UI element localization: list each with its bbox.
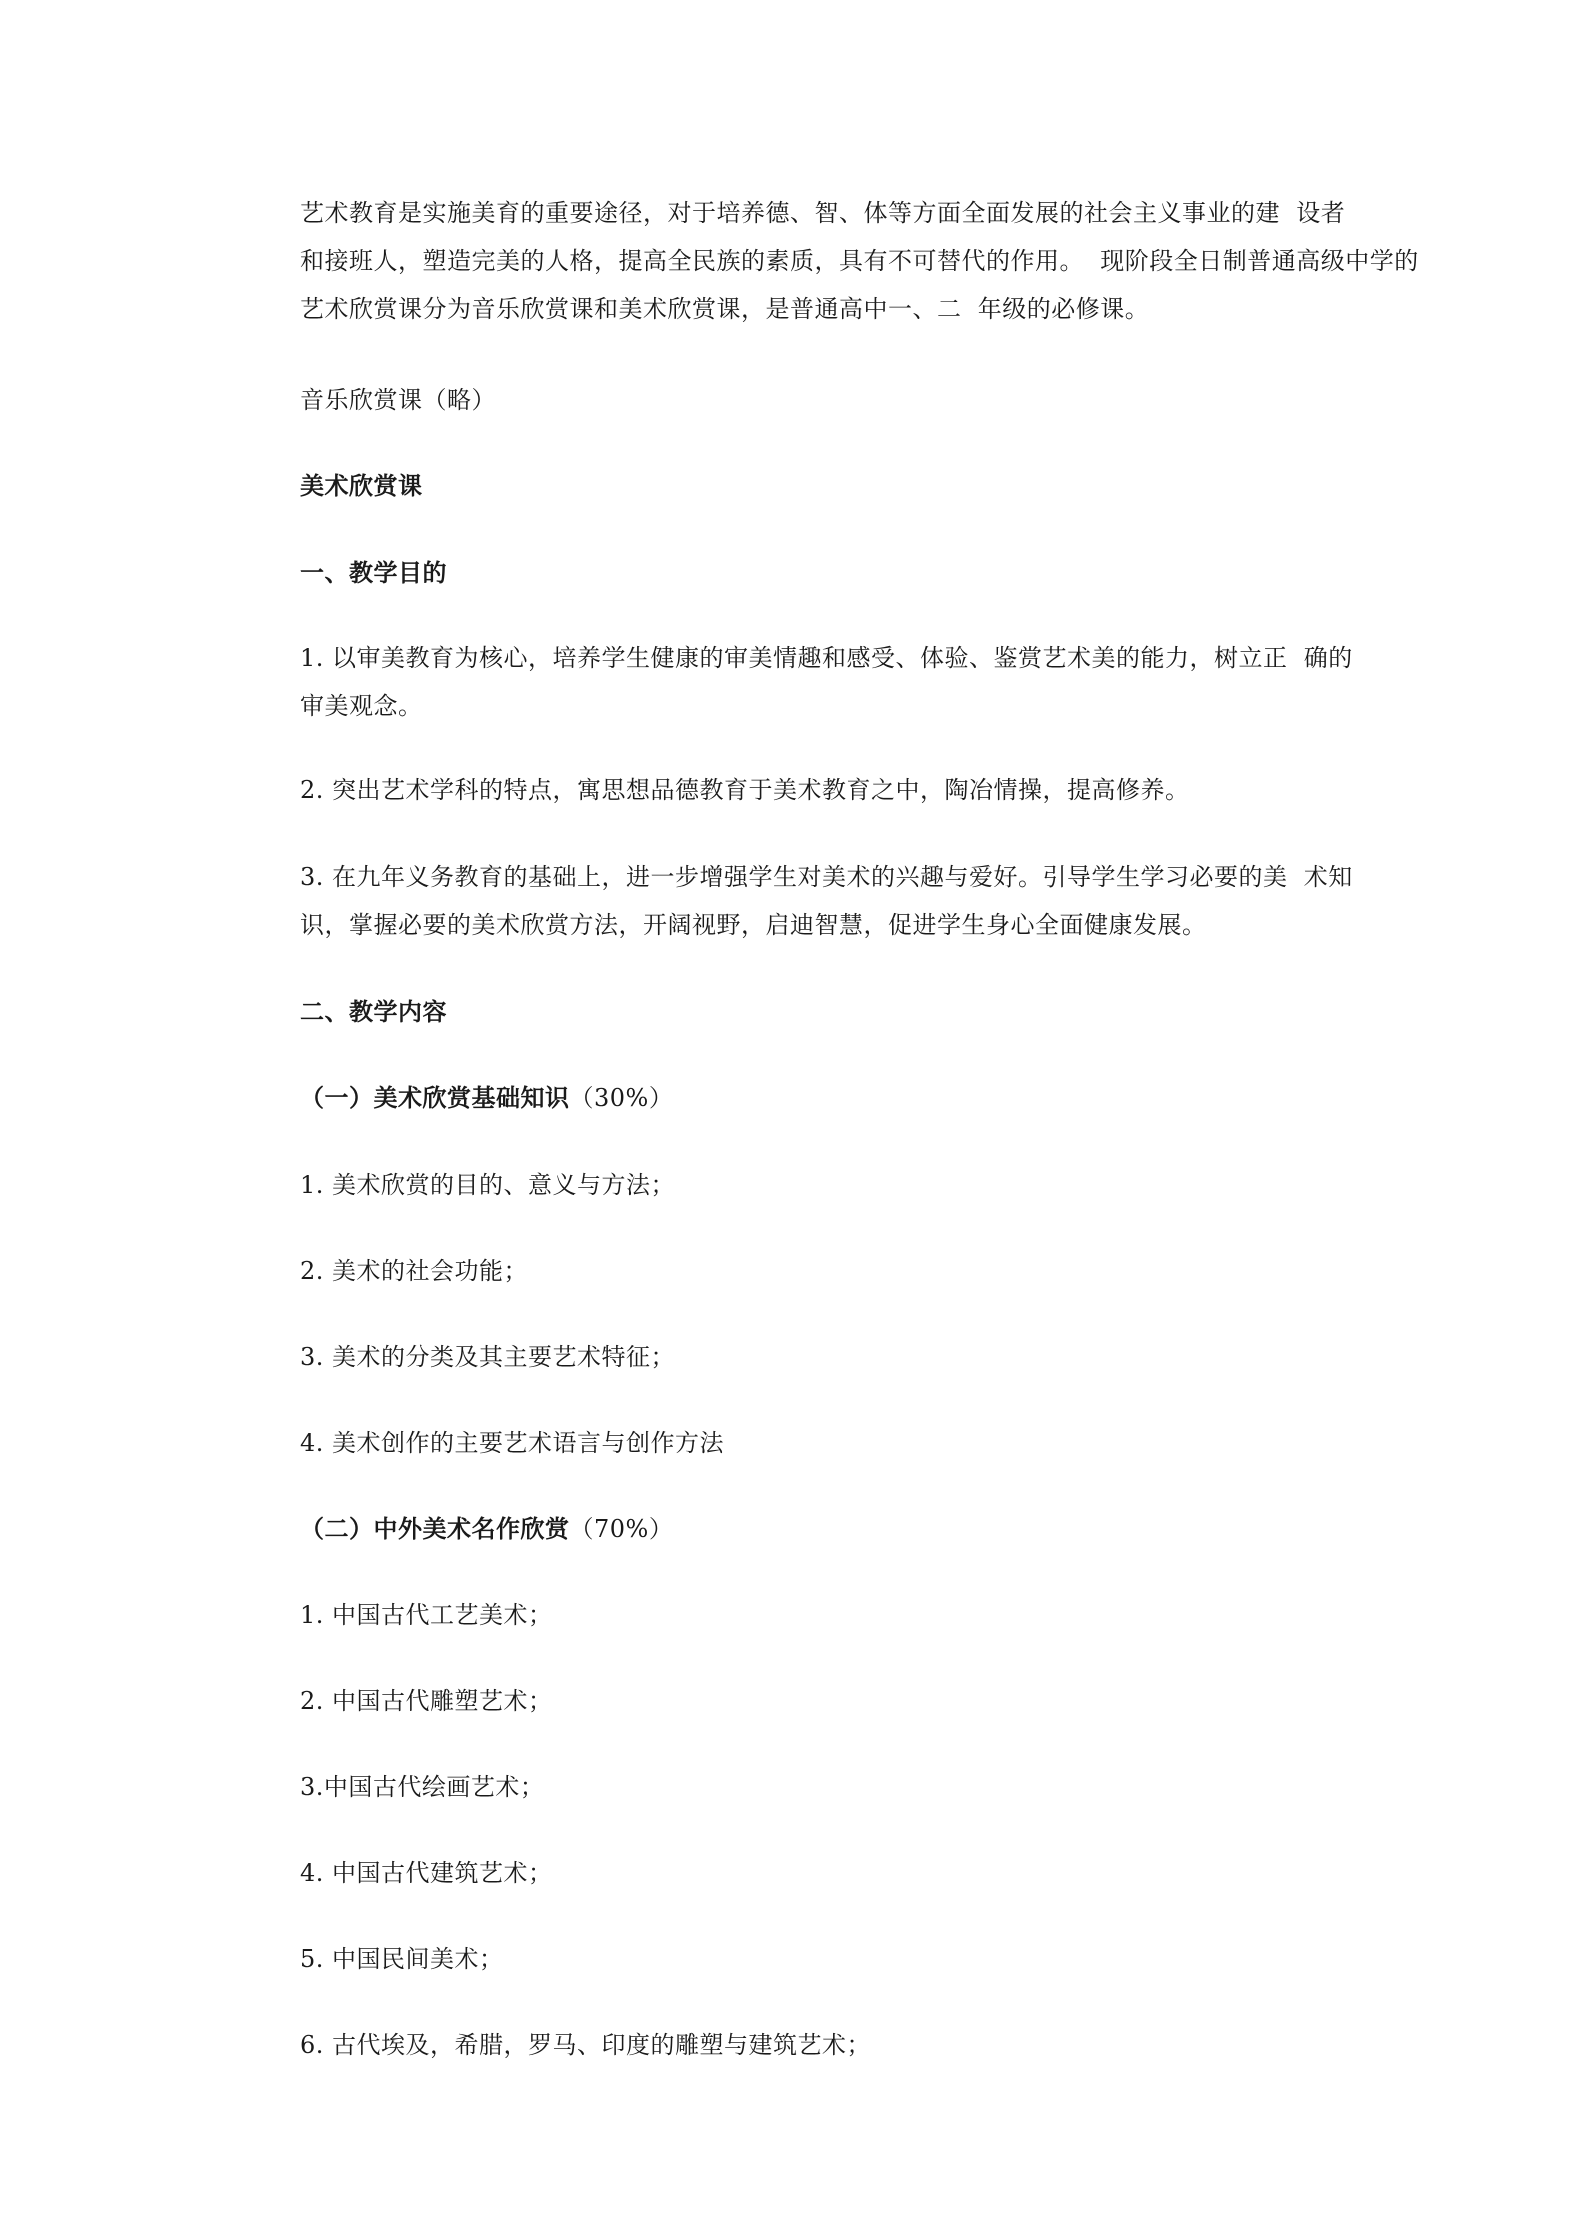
section-1-heading: 一、教学目的: [300, 558, 447, 587]
art-course-title: 美术欣赏课: [300, 471, 423, 500]
subsection-1-heading: [300, 1081, 673, 1115]
subsection-1-percent: （30%）: [569, 1084, 674, 1112]
section-1-item-2: 2. 突出艺术学科的特点，寓思想品德教育于美术教育之中，陶冶情操，提高修养。: [300, 776, 1190, 804]
subsection-2-title: （二）中外美术名作欣赏: [300, 1514, 570, 1543]
section-1-item-1-line-2: 审美观念。: [300, 692, 423, 720]
section-1-item-3-line-1: 3. 在九年义务教育的基础上，进一步增强学生对美术的兴趣与爱好。引导学生学习必要的美 术知: [300, 863, 1353, 891]
subsection-2-item: 5. 中国民间美术；: [300, 1945, 504, 1973]
intro-line-3: 艺术欣赏课分为音乐欣赏课和美术欣赏课，是普通高中一、二 年级的必修课。: [300, 295, 1150, 323]
section-2-heading: 二、教学内容: [300, 997, 447, 1026]
subsection-2-percent: （70%）: [569, 1515, 674, 1543]
subsection-1-item: 3. 美术的分类及其主要艺术特征；: [300, 1343, 676, 1371]
subsection-2-item: 4. 中国古代建筑艺术；: [300, 1859, 553, 1887]
subsection-1-item: 2. 美术的社会功能；: [300, 1257, 529, 1285]
subsection-2-heading: [300, 1512, 673, 1546]
intro-line-1: 艺术教育是实施美育的重要途径，对于培养德、智、体等方面全面发展的社会主义事业的建 设者: [300, 199, 1346, 227]
section-1-item-1-line-1: 1. 以审美教育为核心，培养学生健康的审美情趣和感受、体验、鉴赏艺术美的能力，树立正 确的: [300, 644, 1353, 672]
subsection-1-item: 4. 美术创作的主要艺术语言与创作方法: [300, 1429, 725, 1457]
subsection-2-item: 1. 中国古代工艺美术；: [300, 1601, 553, 1629]
subsection-1-title: （一）美术欣赏基础知识: [300, 1083, 570, 1112]
intro-line-2: 和接班人，塑造完美的人格，提高全民族的素质，具有不可替代的作用。 现阶段全日制普通高级中学的: [300, 247, 1419, 275]
section-1-item-3-line-2: 识，掌握必要的美术欣赏方法，开阔视野，启迪智慧，促进学生身心全面健康发展。: [300, 911, 1207, 939]
subsection-1-item: 1. 美术欣赏的目的、意义与方法；: [300, 1171, 676, 1199]
subsection-2-item: 6. 古代埃及，希腊，罗马、印度的雕塑与建筑艺术；: [300, 2031, 872, 2059]
music-course-note: 音乐欣赏课（略）: [300, 386, 496, 414]
subsection-2-item: 2. 中国古代雕塑艺术；: [300, 1687, 553, 1715]
subsection-2-item: 3.中国古代绘画艺术；: [300, 1773, 545, 1801]
